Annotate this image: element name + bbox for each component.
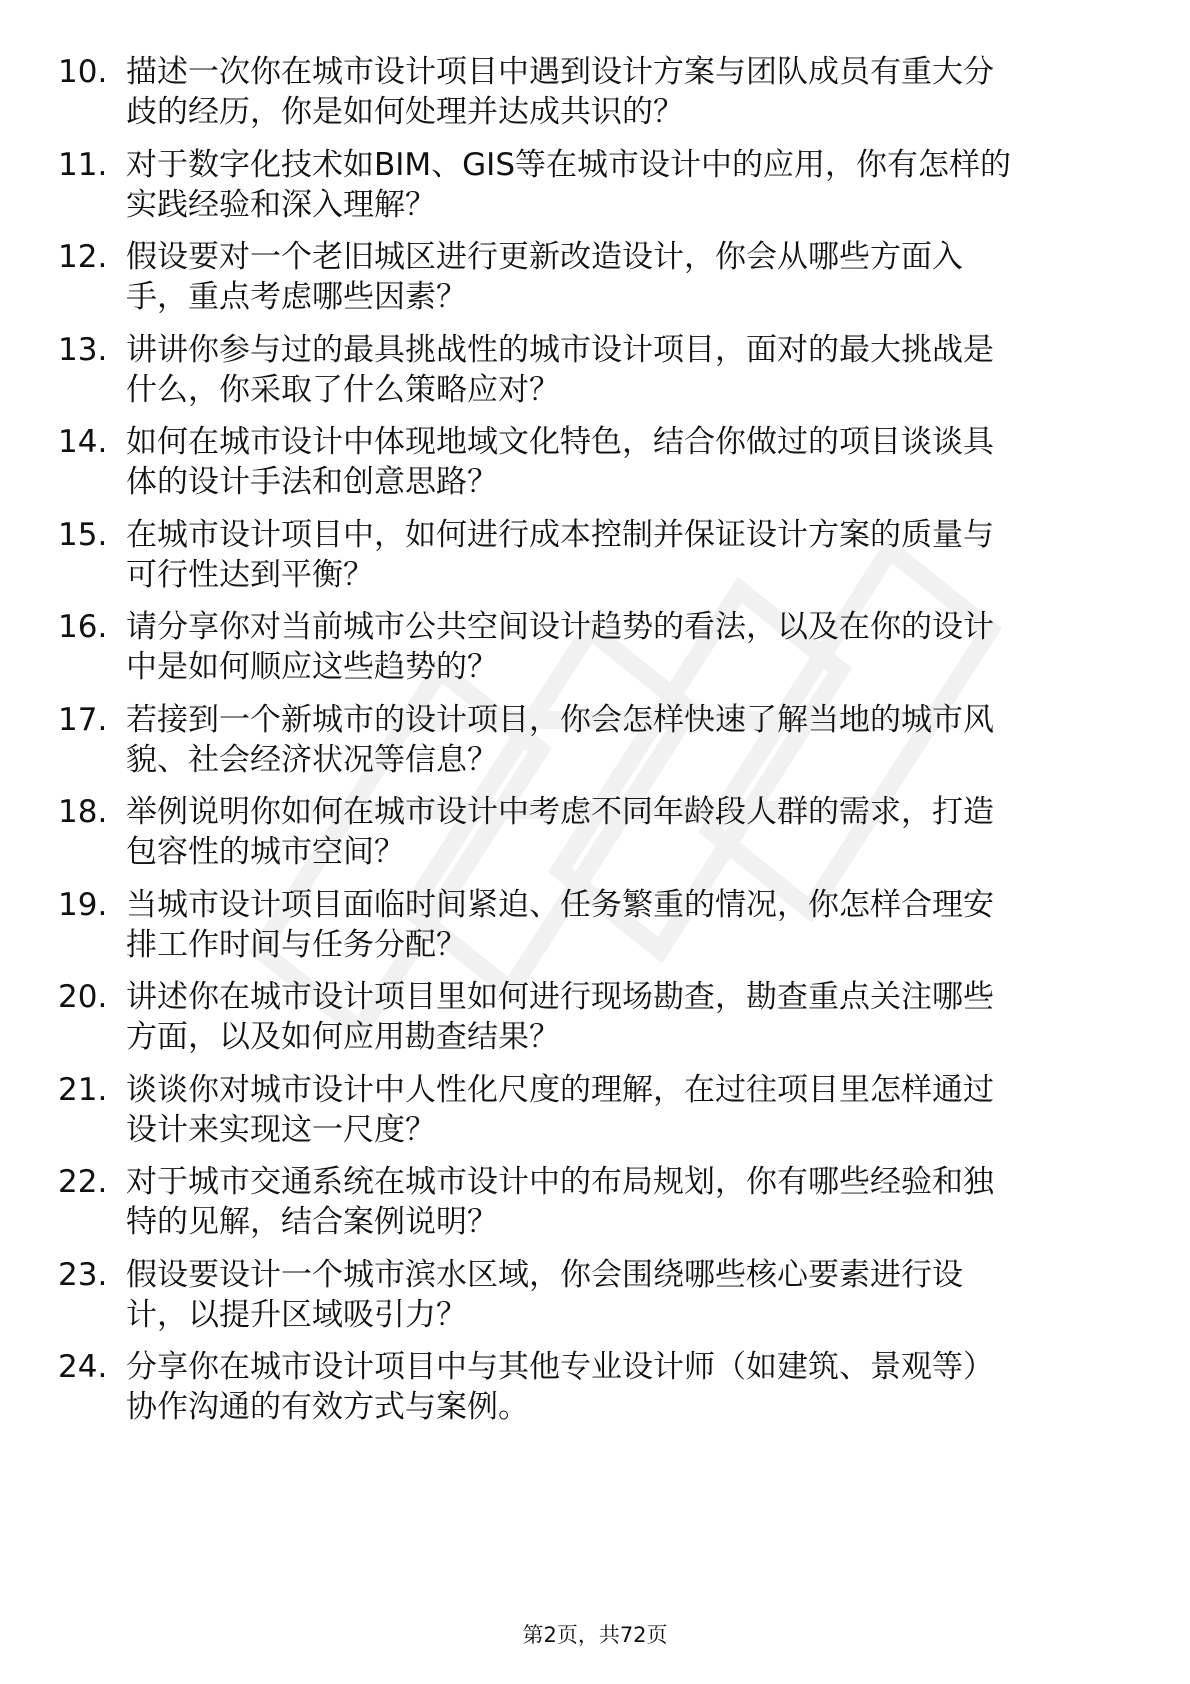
- question-text-line: 实践经验和深入理解？: [126, 186, 436, 223]
- question-text-line: 举例说明你如何在城市设计中考虑不同年龄段人群的需求，打造: [126, 794, 994, 830]
- question-item: [58, 422, 1138, 515]
- question-text-line: 在城市设计项目中，如何进行成本控制并保证设计方案的质量与: [126, 516, 994, 553]
- question-text-line: 特的见解，结合案例说明？: [126, 1204, 498, 1240]
- question-text-line: 体的设计手法和创意思路？: [126, 464, 498, 500]
- question-text-line: 请分享你对当前城市公共空间设计趋势的看法，以及在你的设计: [126, 609, 994, 645]
- question-number: 21.: [58, 1071, 108, 1108]
- question-text-line: 包容性的城市空间？: [126, 834, 405, 870]
- question-text-line: 设计来实现这一尺度？: [126, 1111, 436, 1148]
- question-item: [58, 237, 1138, 330]
- question-text-line: 假设要对一个老旧城区进行更新改造设计，你会从哪些方面入: [126, 239, 963, 275]
- question-item: [58, 1162, 1138, 1255]
- question-item: [58, 792, 1138, 885]
- question-item: [58, 1255, 1138, 1348]
- question-text-line: 假设要设计一个城市滨水区域，你会围绕哪些核心要素进行设: [126, 1256, 963, 1293]
- question-item: [58, 145, 1138, 238]
- question-text-line: 若接到一个新城市的设计项目，你会怎样快速了解当地的城市风: [126, 701, 994, 738]
- question-text-line: 方面，以及如何应用勘查结果？: [126, 1019, 560, 1055]
- question-number: 11.: [58, 146, 108, 183]
- question-item: [58, 515, 1138, 608]
- question-text-line: 计，以提升区域吸引力？: [126, 1296, 467, 1333]
- question-number: 16.: [58, 609, 108, 645]
- question-number: 17.: [58, 701, 108, 738]
- question-number: 18.: [58, 794, 108, 830]
- question-text-line: 分享你在城市设计项目中与其他专业设计师（如建筑、景观等）: [126, 1349, 994, 1385]
- question-text-line: 中是如何顺应这些趋势的？: [126, 649, 498, 685]
- question-item: [58, 607, 1138, 700]
- question-item: [58, 1347, 1138, 1440]
- question-text-line: 讲讲你参与过的最具挑战性的城市设计项目，面对的最大挑战是: [126, 331, 994, 368]
- question-text-line: 歧的经历，你是如何处理并达成共识的？: [126, 94, 684, 130]
- question-text-line: 如何在城市设计中体现地域文化特色，结合你做过的项目谈谈具: [126, 424, 994, 460]
- question-item: [58, 700, 1138, 793]
- question-number: 19.: [58, 886, 108, 923]
- question-number: 13.: [58, 331, 108, 368]
- question-text-line: 对于数字化技术如BIM、GIS等在城市设计中的应用，你有怎样的: [126, 146, 1011, 183]
- question-text-line: 协作沟通的有效方式与案例。: [126, 1389, 529, 1425]
- question-number: 22.: [58, 1164, 108, 1200]
- question-number: 10.: [58, 54, 108, 90]
- question-text-line: 可行性达到平衡？: [126, 556, 374, 593]
- question-list: [58, 52, 1138, 1440]
- question-item: [58, 885, 1138, 978]
- question-item: [58, 52, 1138, 145]
- question-text-line: 对于城市交通系统在城市设计中的布局规划，你有哪些经验和独: [126, 1164, 994, 1200]
- question-text-line: 谈谈你对城市设计中人性化尺度的理解，在过往项目里怎样通过: [126, 1071, 994, 1108]
- question-number: 24.: [58, 1349, 108, 1385]
- question-text-line: 描述一次你在城市设计项目中遇到设计方案与团队成员有重大分: [126, 54, 994, 90]
- question-number: 23.: [58, 1256, 108, 1293]
- question-item: [58, 330, 1138, 423]
- page-footer: 第2页，共72页: [522, 1623, 668, 1647]
- question-item: [58, 1070, 1138, 1163]
- question-number: 15.: [58, 516, 108, 553]
- question-number: 12.: [58, 239, 108, 275]
- question-text-line: 什么，你采取了什么策略应对？: [126, 371, 560, 408]
- question-text-line: 貌、社会经济状况等信息？: [126, 741, 498, 778]
- question-text-line: 当城市设计项目面临时间紧迫、任务繁重的情况，你怎样合理安: [126, 886, 994, 923]
- question-number: 20.: [58, 979, 108, 1015]
- question-text-line: 排工作时间与任务分配？: [126, 926, 467, 963]
- question-number: 14.: [58, 424, 108, 460]
- question-item: [58, 977, 1138, 1070]
- question-text-line: 手，重点考虑哪些因素？: [126, 279, 467, 315]
- question-text-line: 讲述你在城市设计项目里如何进行现场勘查，勘查重点关注哪些: [126, 979, 994, 1015]
